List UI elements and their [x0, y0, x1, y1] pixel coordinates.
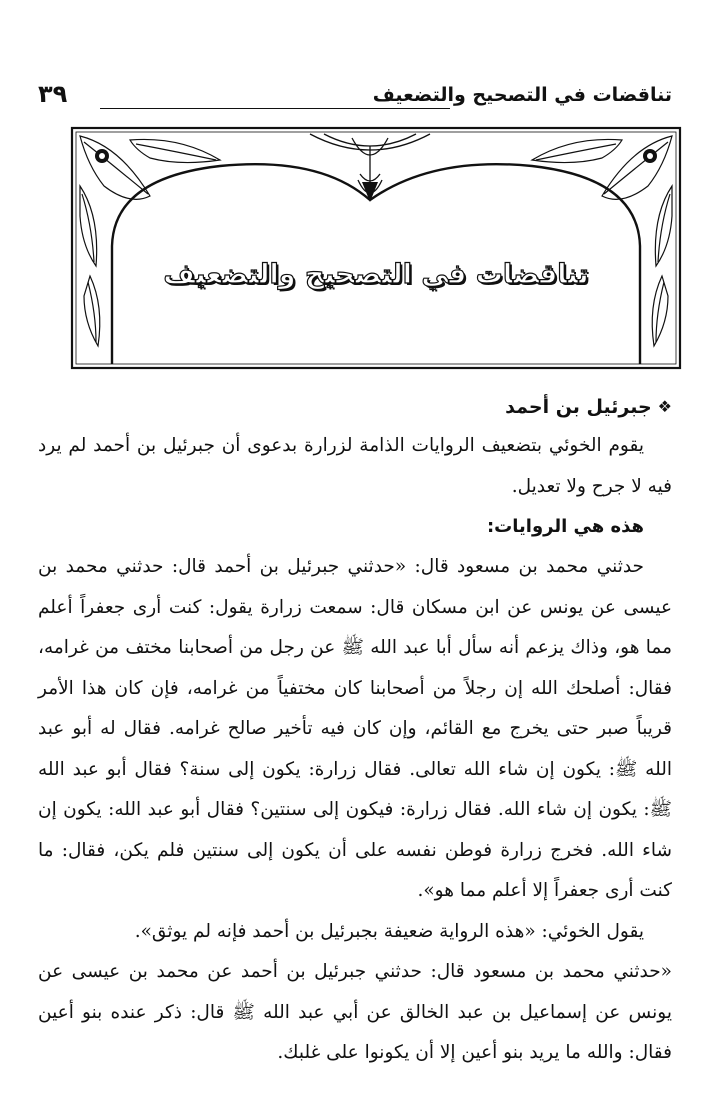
document-body: [38, 388, 672, 1074]
subheading-narrations: هذه هي الروايات:: [486, 516, 644, 537]
paragraph-narration-1: حدثني محمد بن مسعود قال: «حدثني جبرئيل بن أحمد قال: حدثني محمد بن عيسى عن يونس عن ابن مسكان قال: سمعت زرارة يقول: كنت أرى جعفراً أعلم مما هو، وذاك يزعم أنه سأل أبا عبد الله ﷺ عن رجل من أصحابنا مختف من غرامه، فقال: أصلحك الله إن رجلاً من أصحابنا كان مختفياً من غرامه، فإن كان هذا الأمر قريباً صبر حتى يخرج مع القائم، وإن كان فيه تأخير صالح غرامه. فقال له أبو عبد الله ﷺ: يكون إن شاء الله تعالى. فقال زرارة: يكون إلى سنة؟ فقال أبو عبد الله ﷺ: يكون إن شاء الله. فقال زرارة: فيكون إلى سنتين؟ فقال أبو عبد الله: يكون إن شاء الله. فخرج زرارة فوطن نفسه على أن يكون إلى سنتين فلم يكن، فقال: ما كنت أرى جعفراً إلا أعلم مما هو».: [38, 556, 672, 901]
paragraph-intro: يقوم الخوئي بتضعيف الروايات الذامة لزرارة بدعوى أن جبرئيل بن أحمد لم يرد فيه لا جرح ولا تعديل.: [38, 435, 672, 497]
paragraph-narration-2: «حدثني محمد بن مسعود قال: حدثني جبرئيل بن أحمد عن محمد بن عيسى عن يونس عن إسماعيل بن عبد الخالق عن أبي عبد الله ﷺ قال: ذكر عنده بنو أعين فقال: والله ما يريد بنو أعين إلا أن يكونوا على غلبك.: [38, 961, 672, 1063]
page-number: ٣٩: [38, 80, 68, 108]
chapter-title: تناقضات في التصحيح والتضعيف: [163, 259, 589, 290]
paragraph-khoei-comment: يقول الخوئي: «هذه الرواية ضعيفة بجبرئيل بن أحمد فإنه لم يوثق».: [134, 920, 644, 942]
header-rule: [100, 108, 450, 109]
chapter-title-frame: [70, 126, 682, 370]
arch-floral-frame-icon: [70, 126, 682, 370]
running-title: تناقضات في التصحيح والتضعيف: [372, 84, 672, 106]
section-heading-text: جبرئيل بن أحمد: [505, 396, 652, 418]
four-diamond-bullet-icon: ❖: [657, 397, 672, 416]
section-heading: [38, 388, 672, 426]
running-header: [38, 80, 672, 118]
